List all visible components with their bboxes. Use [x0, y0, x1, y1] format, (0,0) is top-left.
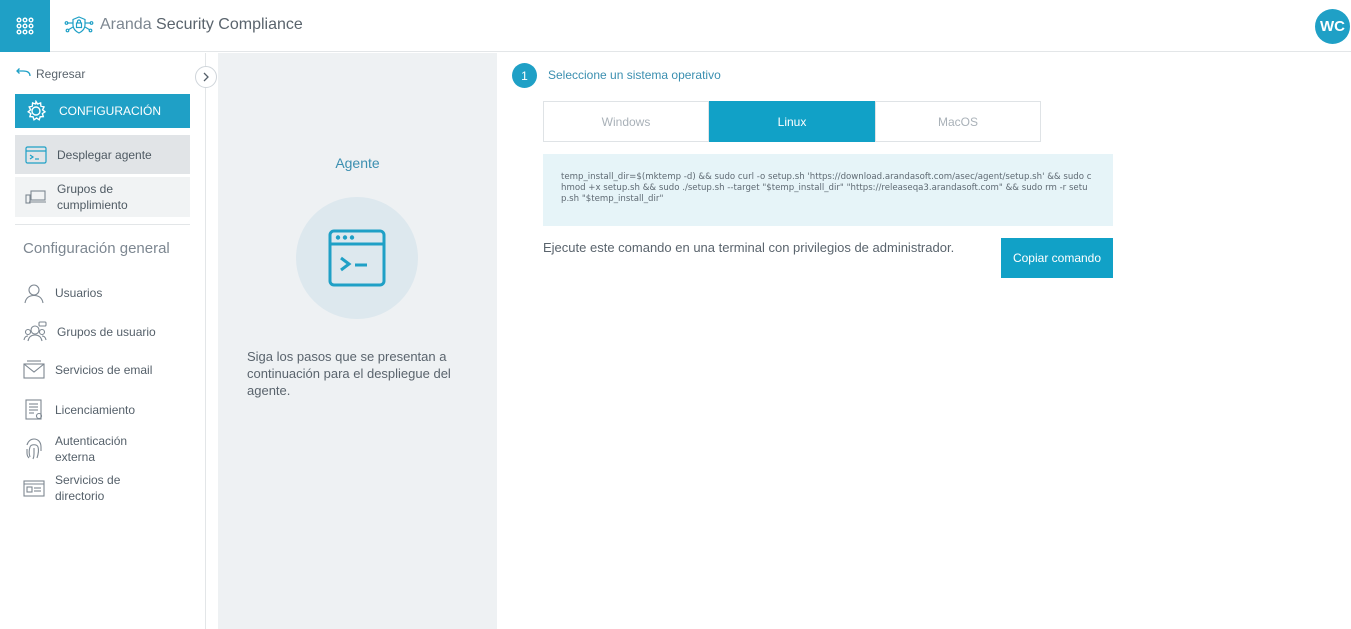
sidebar-item-directory-services[interactable]: [23, 472, 120, 504]
directory-card-icon: [23, 478, 45, 498]
agent-title: Agente: [335, 155, 380, 171]
sidebar-item-label-line1: Grupos de: [57, 182, 114, 196]
top-bar: [0, 0, 1351, 52]
os-tabs: [543, 101, 1041, 142]
tab-macos[interactable]: MacOS: [875, 101, 1041, 142]
sidebar-item-user-groups[interactable]: Grupos de usuario: [23, 321, 156, 343]
sidebar-item-email-services[interactable]: Servicios de email: [23, 360, 152, 380]
auth-label-line1: Autenticación: [55, 434, 128, 448]
general-config-title: Configuración general: [23, 240, 170, 257]
agent-info-panel: [218, 53, 497, 629]
fingerprint-icon: [23, 437, 45, 461]
command-instruction: Ejecute este comando en una terminal con privilegios de administrador.: [543, 240, 955, 255]
step-label: Seleccione un sistema operativo: [548, 68, 721, 82]
terminal-window-icon: [327, 228, 387, 288]
license-document-icon: [23, 399, 45, 421]
terminal-icon: [25, 146, 47, 164]
user-icon: [23, 282, 45, 304]
tab-linux[interactable]: Linux: [709, 101, 875, 142]
auth-label-line2: externa: [55, 450, 96, 464]
sidebar-collapse-toggle[interactable]: [195, 66, 217, 88]
sidebar-item-users[interactable]: Usuarios: [23, 282, 102, 304]
gear-icon: [25, 100, 47, 122]
brand-logo: [64, 14, 303, 36]
chevron-right-icon: [202, 72, 210, 82]
sidebar-item-compliance-groups[interactable]: [15, 177, 190, 217]
shield-network-icon: [64, 14, 94, 36]
sidebar: [0, 53, 206, 629]
user-avatar[interactable]: WC: [1315, 9, 1350, 44]
devices-icon: [25, 189, 47, 205]
sidebar-item-external-auth[interactable]: [23, 433, 127, 465]
agent-illustration: [296, 197, 418, 319]
copy-command-button[interactable]: Copiar comando: [1001, 238, 1113, 278]
install-command-box[interactable]: temp_install_dir=$(mktemp -d) && sudo curl -o setup.sh 'https://download.arandasoft.com/asec/agent/setup.sh' && sudo chmod +x setup.sh && sudo ./setup.sh --target "$temp_install_dir" "https://releaseqa3.arandasoft.com" && sudo rm -r setup.sh "$temp_install_dir": [543, 154, 1113, 226]
sidebar-item-licensing[interactable]: Licenciamiento: [23, 399, 135, 421]
sidebar-item-deploy-agent[interactable]: Desplegar agente: [15, 135, 190, 174]
step-number-badge: 1: [512, 63, 537, 88]
back-arrow-icon: [14, 68, 32, 80]
user-group-icon: [23, 321, 47, 343]
email-icon: [23, 360, 45, 380]
configuration-button[interactable]: CONFIGURACIÓN: [15, 94, 190, 128]
directory-label-line1: Servicios de: [55, 473, 121, 487]
app-title: Aranda Security Compliance: [100, 16, 303, 33]
directory-label-line2: directorio: [55, 489, 105, 503]
apps-menu-button[interactable]: [0, 0, 50, 52]
grid-icon: [15, 16, 35, 36]
back-link[interactable]: Regresar: [14, 67, 85, 81]
sidebar-divider: [15, 224, 190, 225]
sidebar-item-label-line2: cumplimiento: [57, 198, 128, 212]
agent-description: Siga los pasos que se presentan a continuación para el despliegue del agente.: [247, 349, 451, 398]
tab-windows[interactable]: Windows: [543, 101, 709, 142]
